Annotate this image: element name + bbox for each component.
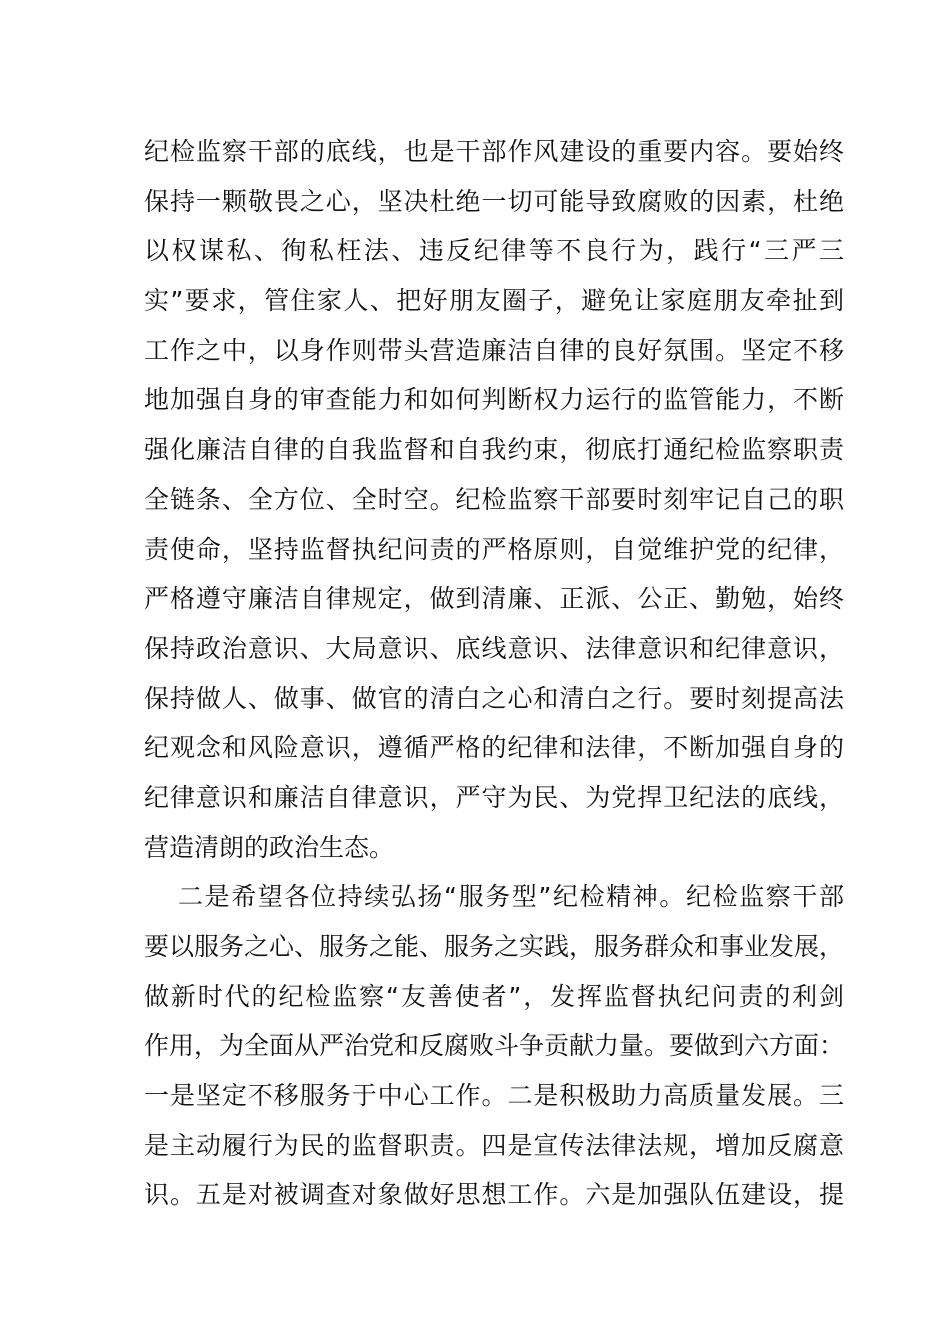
text-line: 保持一颗敬畏之心，坚决杜绝一切可能导致腐败的因素，杜绝 — [144, 186, 844, 216]
paragraph-last-line: 营造清朗的政治生态。 — [144, 832, 395, 862]
text-line: 严格遵守廉洁自律规定，做到清廉、正派、公正、勤勉，始终 — [144, 584, 844, 614]
text-line: 是主动履行为民的监督职责。四是宣传法律法规，增加反腐意 — [144, 1130, 844, 1160]
text-line: 要以服务之心、服务之能、服务之实践，服务群众和事业发展， — [144, 932, 845, 961]
body-text — [144, 127, 844, 1220]
text-line: 实”要求，管住家人、把好朋友圈子，避免让家庭朋友牵扯到 — [144, 286, 844, 316]
text-line: 保持做人、做事、做官的清白之心和清白之行。要时刻提高法 — [144, 683, 844, 713]
text-line: 纪观念和风险意识，遵循严格的纪律和法律，不断加强自身的 — [144, 733, 844, 763]
text-line: 一是坚定不移服务于中心工作。二是积极助力高质量发展。三 — [144, 1081, 844, 1111]
text-line: 工作之中，以身作则带头营造廉洁自律的良好氛围。坚定不移 — [144, 335, 844, 365]
text-line: 地加强自身的审查能力和如何判断权力运行的监管能力，不断 — [144, 385, 844, 415]
text-line: 责使命，坚持监督执纪问责的严格原则，自觉维护党的纪律， — [144, 534, 844, 564]
text-line: 纪律意识和廉洁自律意识，严守为民、为党捍卫纪法的底线， — [144, 782, 844, 812]
text-line: 强化廉洁自律的自我监督和自我约束，彻底打通纪检监察职责 — [144, 435, 844, 465]
text-line: 识。五是对被调查对象做好思想工作。六是加强队伍建设，提 — [144, 1180, 844, 1210]
text-line: 做新时代的纪检监察“友善使者”，发挥监督执纪问责的利剑 — [144, 981, 844, 1011]
paragraph-first-line: 二是希望各位持续弘扬“服务型”纪检精神。纪检监察干部 — [178, 882, 844, 912]
text-line: 全链条、全方位、全时空。纪检监察干部要时刻牢记自己的职 — [144, 484, 844, 514]
text-line: 保持政治意识、大局意识、底线意识、法律意识和纪律意识， — [144, 633, 844, 663]
text-line: 纪检监察干部的底线，也是干部作风建设的重要内容。要始终 — [144, 137, 844, 166]
text-line: 作用，为全面从严治党和反腐败斗争贡献力量。要做到六方面： — [144, 1031, 845, 1061]
text-line: 以权谋私、徇私枉法、违反纪律等不良行为，践行“三严三 — [144, 236, 844, 266]
